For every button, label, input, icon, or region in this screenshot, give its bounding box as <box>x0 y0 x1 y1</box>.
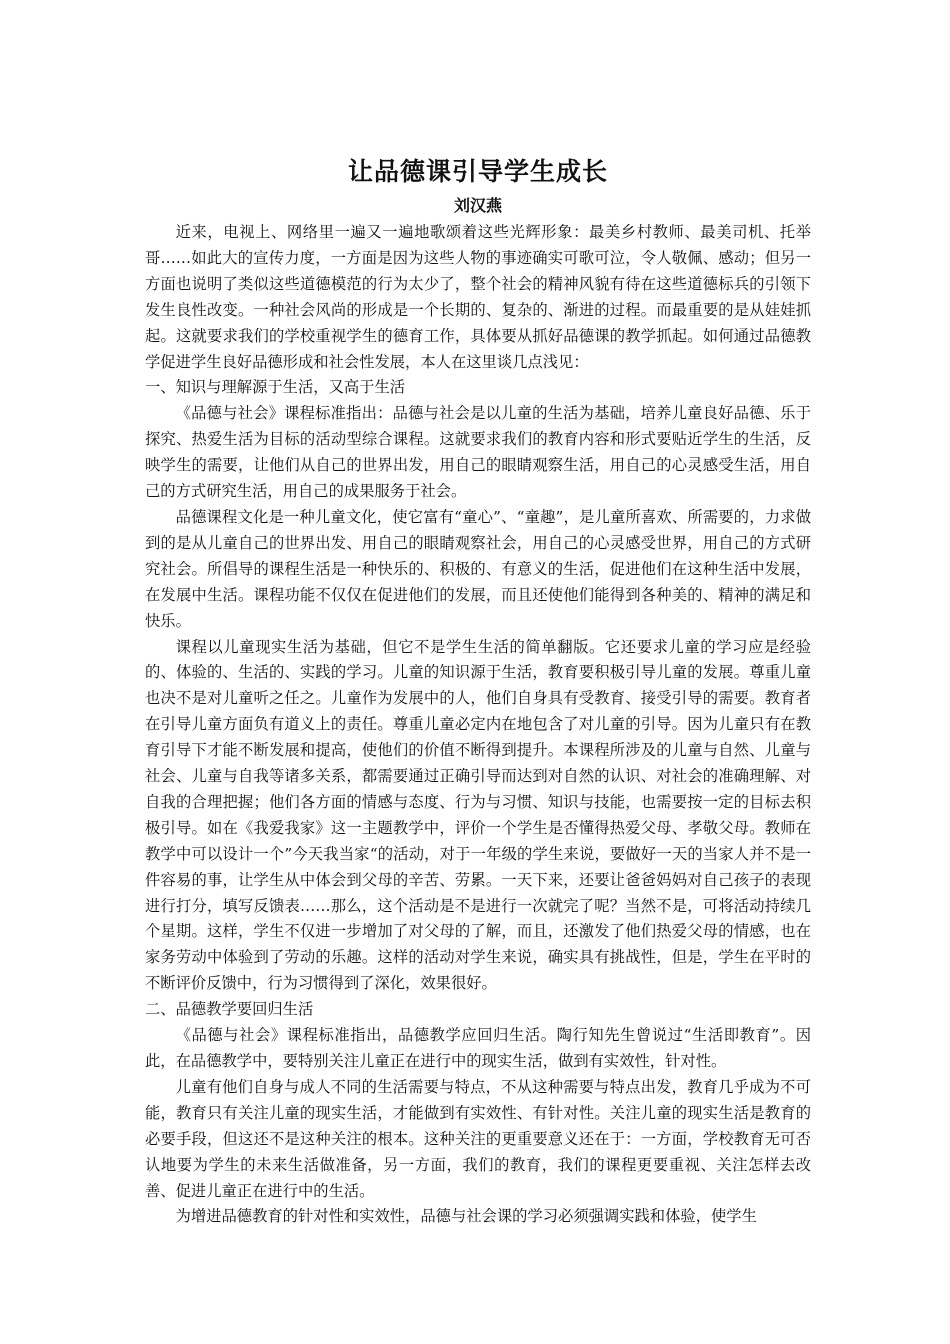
body-paragraph: 儿童有他们自身与成人不同的生活需要与特点，不从这种需要与特点出发，教育几乎成为不可能，教育只有关注儿童的现实生活，才能做到有实效性、有针对性。关注儿童的现实生活是教育的必要手段，但这还不是这种关注的根本。这种关注的更重要意义还在于：一方面，学校教育无可否认地要为学生的未来生活做准备，另一方面，我们的教育，我们的课程更要重视、关注怎样去改善、促进儿童正在进行中的生活。 <box>145 1077 811 1200</box>
body-paragraph: 品德课程文化是一种儿童文化，使它富有“童心”、“童趣”，是儿童所喜欢、所需要的，力求做到的是从儿童自己的世界出发、用自己的眼睛观察社会，用自己的心灵感受世界，用自己的方式研究社会。所倡导的课程生活是一种快乐的、积极的、有意义的生活，促进他们在这种生活中发展，在发展中生活。课程功能不仅仅在促进他们的发展，而且还使他们能得到各种美的、精神的满足和快乐。 <box>145 507 811 630</box>
section-heading: 二、品德教学要回归生活 <box>145 1000 314 1019</box>
document-body <box>145 220 811 1230</box>
document-author: 刘汉燕 <box>453 196 502 215</box>
document-page <box>145 150 811 1230</box>
body-paragraph: 《品德与社会》课程标准指出：品德与社会是以儿童的生活为基础，培养儿童良好品德、乐于探究、热爱生活为目标的活动型综合课程。这就要求我们的教育内容和形式要贴近学生的生活，反映学生的需要，让他们从自己的世界出发，用自己的眼睛观察生活，用自己的心灵感受生活，用自己的方式研究生活，用自己的成果服务于社会。 <box>145 404 811 501</box>
body-paragraph: 《品德与社会》课程标准指出，品德教学应回归生活。陶行知先生曾说过“生活即教育”。因此，在品德教学中，要特别关注儿童正在进行中的现实生活，做到有实效性，针对性。 <box>145 1026 811 1070</box>
body-paragraph: 课程以儿童现实生活为基础，但它不是学生生活的简单翻版。它还要求儿童的学习应是经验的、体验的、生活的、实践的学习。儿童的知识源于生活，教育要积极引导儿童的发展。尊重儿童也决不是对儿童听之任之。儿童作为发展中的人，他们自身具有受教育、接受引导的需要。教育者在引导儿童方面负有道义上的责任。尊重儿童必定内在地包含了对儿童的引导。因为儿童只有在教育引导下才能不断发展和提高，使他们的价值不断得到提升。本课程所涉及的儿童与自然、儿童与社会、儿童与自我等诸多关系，都需要通过正确引导而达到对自然的认识、对社会的准确理解、对自我的合理把握；他们各方面的情感与态度、行为与习惯、知识与技能，也需要按一定的目标去积极引导。如在《我爱我家》这一主题教学中，评价一个学生是否懂得热爱父母、孝敬父母。教师在教学中可以设计一个”今天我当家“的活动，对于一年级的学生来说，要做好一天的当家人并不是一件容易的事，让学生从中体会到父母的辛苦、劳累。一天下来，还要让爸爸妈妈对自己孩子的表现进行打分，填写反馈表……那么，这个活动是不是进行一次就完了呢？当然不是，可将活动持续几个星期。这样，学生不仅进一步增加了对父母的了解，而且，还激发了他们热爱父母的情感，也在家务劳动中体验到了劳动的乐趣。这样的活动对学生来说，确实具有挑战性，但是，学生在平时的不断评价反馈中，行为习惯得到了深化，效果很好。 <box>145 637 811 993</box>
body-paragraph: 近来，电视上、网络里一遍又一遍地歌颂着这些光辉形象：最美乡村教师、最美司机、托举哥……如此大的宣传力度，一方面是因为这些人物的事迹确实可歌可泣，令人敬佩、感动；但另一方面也说明了类似这些道德模范的行为太少了，整个社会的精神风貌有待在这些道德标兵的引领下发生良性改变。一种社会风尚的形成是一个长期的、复杂的、渐进的过程。而最重要的是从娃娃抓起。这就要求我们的学校重视学生的德育工作，具体要从抓好品德课的教学抓起。如何通过品德教学促进学生良好品德形成和社会性发展，本人在这里谈几点浅见： <box>145 223 811 371</box>
document-title: 让品德课引导学生成长 <box>347 157 608 186</box>
body-paragraph: 为增进品德教育的针对性和实效性，品德与社会课的学习必须强调实践和体验，使学生 <box>175 1207 757 1226</box>
section-heading: 一、知识与理解源于生活，又高于生活 <box>145 378 406 397</box>
